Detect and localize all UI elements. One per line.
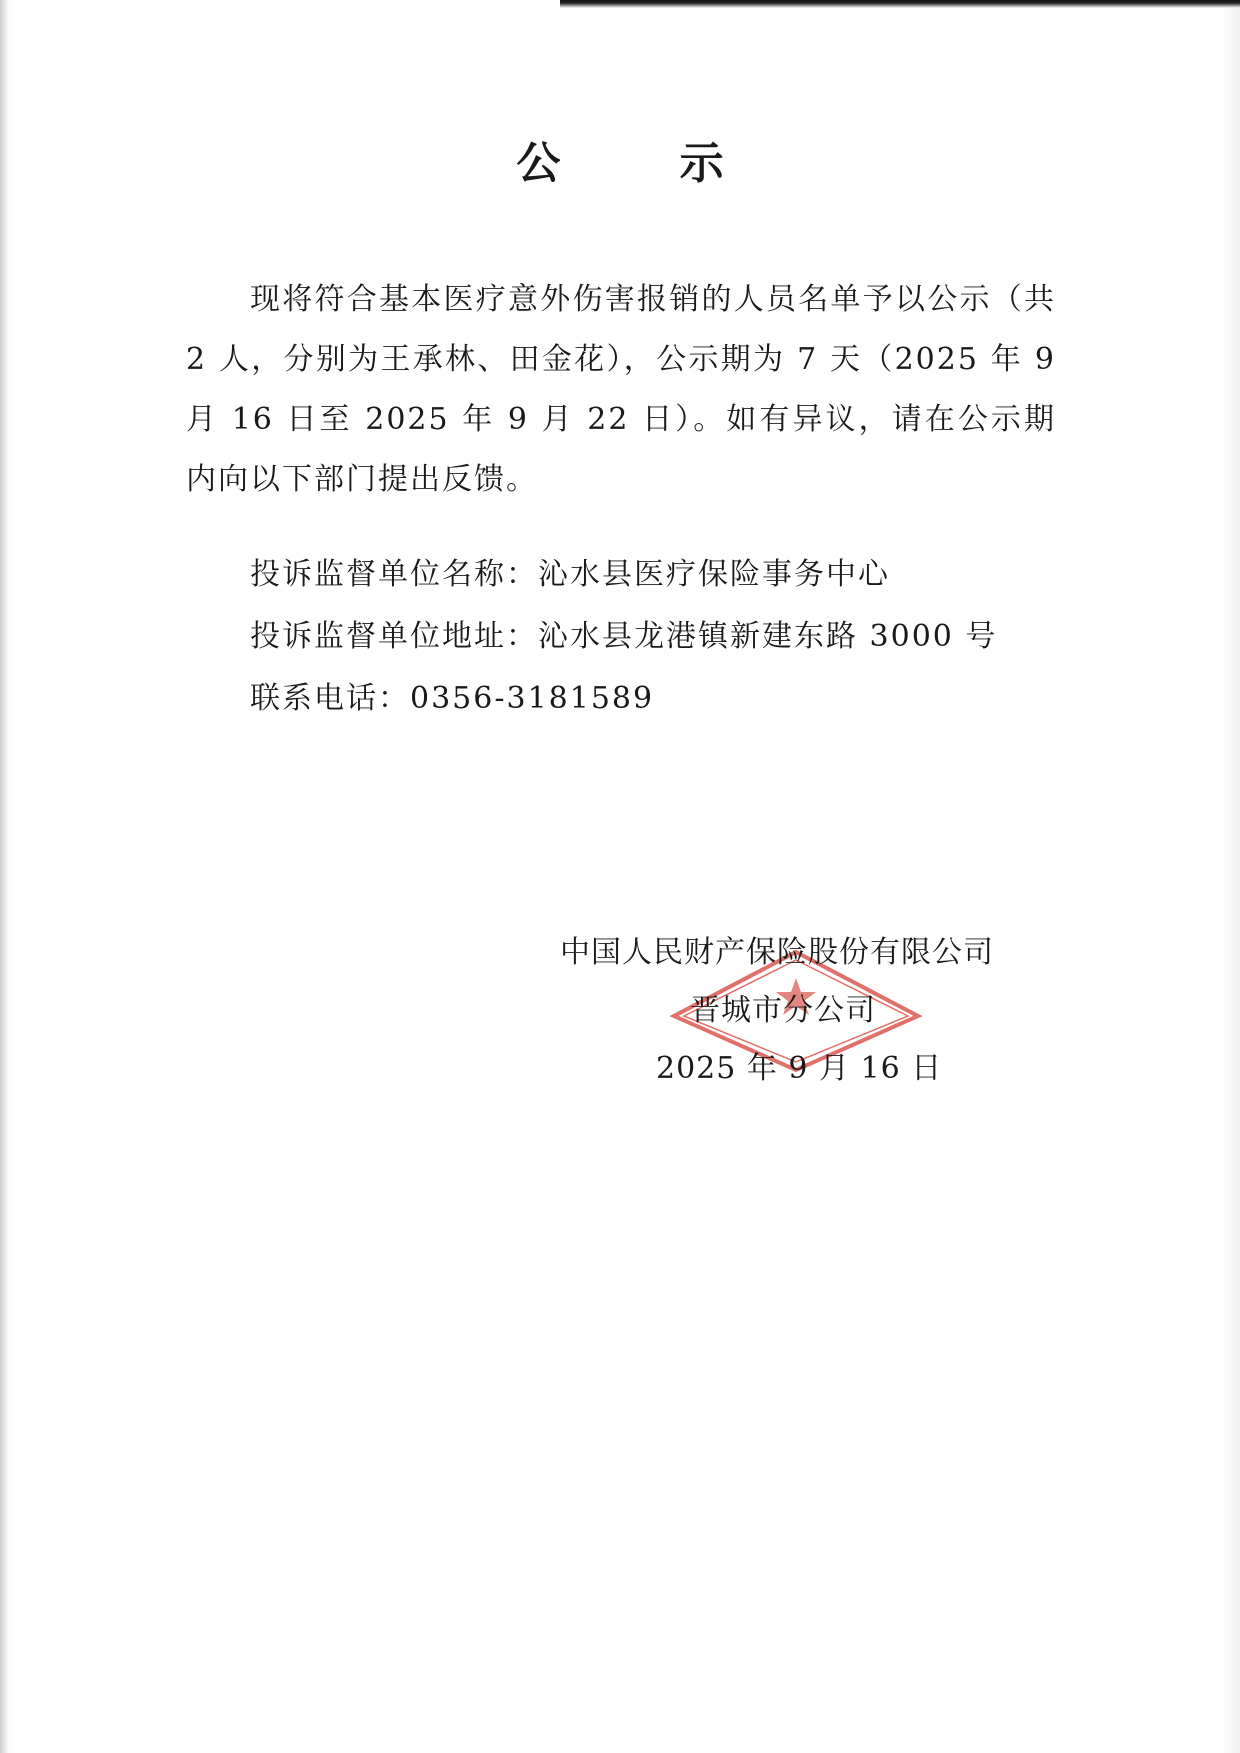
company-name: 中国人民财产保险股份有限公司 bbox=[560, 935, 994, 970]
notice-paragraph: 现将符合基本医疗意外伤害报销的人员名单予以公示（共 2 人，分别为王承林、田金花），公示期为 7 天（2025 年 9 月 16 日至 2025 年 9 月 22 日）。如有异议，请在公示期内向以下部门提出反馈。 bbox=[186, 282, 1056, 497]
signature-date: 2025 年 9 月 16 日 bbox=[656, 1051, 943, 1086]
scan-shadow bbox=[0, 0, 8, 1753]
supervisor-name: 投诉监督单位名称：沁水县医疗保险事务中心 bbox=[250, 557, 890, 592]
branch-name: 晋城市分公司 bbox=[690, 993, 876, 1028]
notice-title: 公 示 bbox=[516, 138, 776, 189]
scan-edge bbox=[560, 0, 1240, 8]
notice-body bbox=[186, 270, 1056, 510]
supervisor-address: 投诉监督单位地址：沁水县龙港镇新建东路 3000 号 bbox=[250, 619, 998, 654]
contact-block bbox=[250, 544, 997, 730]
contact-phone: 联系电话：0356-3181589 bbox=[250, 681, 655, 716]
